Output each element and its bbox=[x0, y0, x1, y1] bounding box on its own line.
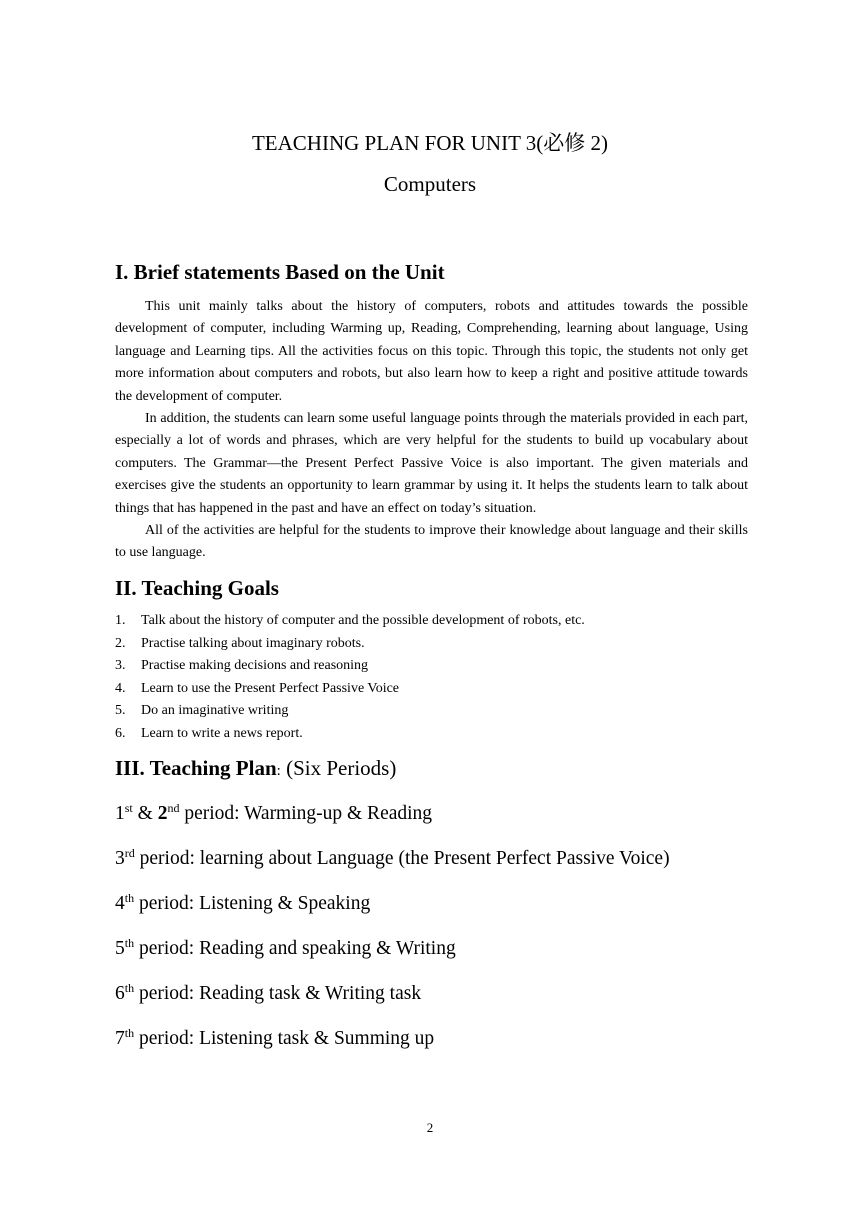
list-item-text: Learn to write a news report. bbox=[141, 725, 303, 741]
period-text: period: Reading task & Writing task bbox=[134, 983, 422, 1004]
list-item-text: Talk about the history of computer and the possible development of robots, etc. bbox=[141, 613, 585, 628]
list-item bbox=[115, 655, 748, 678]
list-item-number: 4. bbox=[115, 680, 126, 696]
period-5 bbox=[115, 935, 670, 980]
period-ordinal-suffix: rd bbox=[124, 846, 135, 860]
period-3 bbox=[115, 845, 670, 890]
list-item-number: 1. bbox=[115, 613, 126, 628]
list-item-number: 3. bbox=[115, 658, 126, 674]
period-1-2 bbox=[115, 800, 670, 845]
page-number: 2 bbox=[426, 1120, 434, 1135]
period-ordinal-suffix: th bbox=[124, 1026, 135, 1040]
list-item-text: Learn to use the Present Perfect Passive Voice bbox=[141, 680, 400, 696]
period-ordinal-suffix: th bbox=[124, 936, 135, 950]
list-item-text: Do an imaginative writing bbox=[141, 703, 289, 719]
period-number: 5 bbox=[115, 938, 125, 959]
period-text: period: Reading and speaking & Writing bbox=[134, 938, 456, 959]
section-1-paragraph-1: This unit mainly talks about the history of computers, robots and attitudes towards the possible development of computer, including Warming up, Reading, Comprehending, learning about language, Using language and Learning tips. All the activities focus on this topic. Through this topic, the students not only get more information about computers and robots, but also learn how to keep a right and positive attitude towards the development of computer. bbox=[115, 299, 748, 404]
period-ordinal-suffix: st bbox=[124, 801, 133, 815]
period-number: 2 bbox=[157, 803, 168, 824]
period-ordinal-suffix: nd bbox=[167, 801, 180, 815]
period-text: period: Warming-up & Reading bbox=[179, 803, 433, 824]
period-number: 7 bbox=[115, 1028, 125, 1049]
list-item-number: 6. bbox=[115, 725, 126, 741]
section-1-heading: I. Brief statements Based on the Unit bbox=[115, 260, 445, 284]
period-text: period: Listening & Speaking bbox=[134, 893, 371, 914]
list-item bbox=[115, 678, 748, 701]
section-3-heading-suffix: (Six Periods) bbox=[280, 756, 397, 780]
list-item-text: Practise making decisions and reasoning bbox=[141, 658, 369, 674]
section-2-heading: II. Teaching Goals bbox=[115, 576, 279, 600]
section-3-heading bbox=[115, 756, 396, 781]
section-3-heading-bold: III. Teaching Plan bbox=[115, 756, 277, 780]
list-item bbox=[115, 633, 748, 656]
section-1-paragraph-3: All of the activities are helpful for the students to improve their knowledge about language and their skills to use language. bbox=[115, 523, 748, 561]
period-number: 6 bbox=[115, 983, 125, 1004]
list-item bbox=[115, 610, 748, 633]
period-7 bbox=[115, 1025, 670, 1070]
section-1-paragraph-2: In addition, the students can learn some useful language points through the materials provided in each part, especially a lot of words and phrases, which are very helpful for the students to build up vocabulary about computers. The Grammar—the Present Perfect Passive Voice is also important. The given materials and exercises give the students an opportunity to learn grammar by using it. It helps the students learn to talk about things that has happened in the past and have an effect on today’s situation. bbox=[115, 411, 748, 516]
period-number: 4 bbox=[115, 893, 125, 914]
list-item bbox=[115, 700, 748, 723]
period-text: period: learning about Language (the Present Perfect Passive Voice) bbox=[134, 848, 670, 869]
list-item-number: 2. bbox=[115, 635, 126, 651]
section-3-heading-colon: : bbox=[276, 763, 281, 779]
teaching-plan-periods bbox=[115, 800, 670, 1070]
document-subtitle: Computers bbox=[383, 172, 477, 196]
period-number: 1 bbox=[115, 803, 125, 824]
period-ampersand: & bbox=[132, 803, 158, 824]
list-item bbox=[115, 723, 748, 746]
document-title: TEACHING PLAN FOR UNIT 3(必修 2) bbox=[251, 131, 608, 155]
period-text: period: Listening task & Summing up bbox=[134, 1028, 435, 1049]
period-ordinal-suffix: th bbox=[124, 981, 135, 995]
period-ordinal-suffix: th bbox=[124, 891, 135, 905]
period-4 bbox=[115, 890, 670, 935]
list-item-number: 5. bbox=[115, 703, 126, 719]
period-6 bbox=[115, 980, 670, 1025]
section-1-body bbox=[115, 296, 748, 565]
period-number: 3 bbox=[115, 848, 125, 869]
list-item-text: Practise talking about imaginary robots. bbox=[141, 635, 365, 651]
teaching-goals-list bbox=[115, 610, 748, 746]
